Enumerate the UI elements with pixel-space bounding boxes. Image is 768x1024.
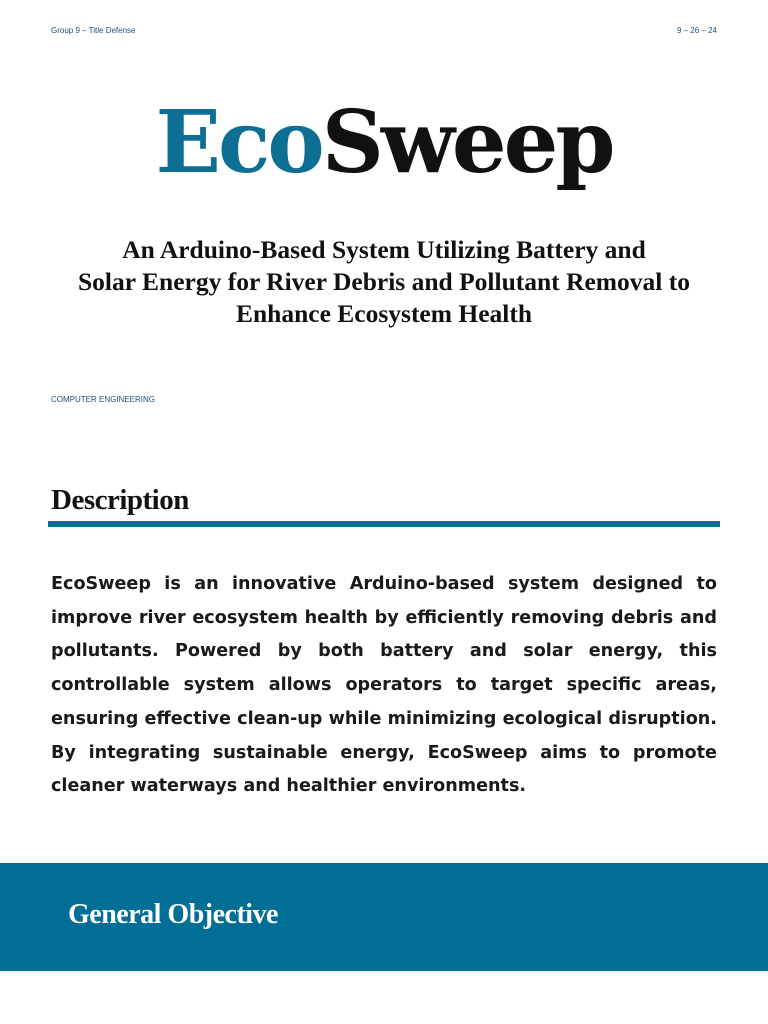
project-subtitle bbox=[20, 234, 748, 330]
subtitle-line-3: Enhance Ecosystem Health bbox=[235, 299, 533, 328]
ecosweep-logo bbox=[0, 92, 768, 193]
description-body: EcoSweep is an innovative Arduino-based system designed to improve river ecosystem health by efficiently removing debris and pollutants. Powered by both battery and solar energy, this controllable system allows operators to target specific areas, ensuring effective clean-up while minimizing ecological disruption. By integrating sustainable energy, EcoSweep aims to promote cleaner waterways and healthier environments. bbox=[51, 574, 717, 797]
subtitle-line-1: An Arduino-Based System Utilizing Battery and bbox=[122, 235, 646, 264]
general-objective-banner bbox=[0, 863, 768, 971]
description-divider bbox=[48, 521, 720, 527]
subtitle-line-2: Solar Energy for River Debris and Pollutant Removal to bbox=[78, 267, 690, 296]
department-label: COMPUTER ENGINEERING bbox=[51, 395, 156, 404]
header-date: 9 – 26 – 24 bbox=[676, 26, 717, 35]
logo-eco: Eco bbox=[155, 92, 322, 193]
logo-sweep: Sweep bbox=[321, 92, 613, 193]
header-group-label: Group 9 – Title Defense bbox=[51, 26, 136, 35]
description-heading: Description bbox=[51, 484, 189, 516]
general-objective-heading: General Objective bbox=[68, 899, 278, 930]
